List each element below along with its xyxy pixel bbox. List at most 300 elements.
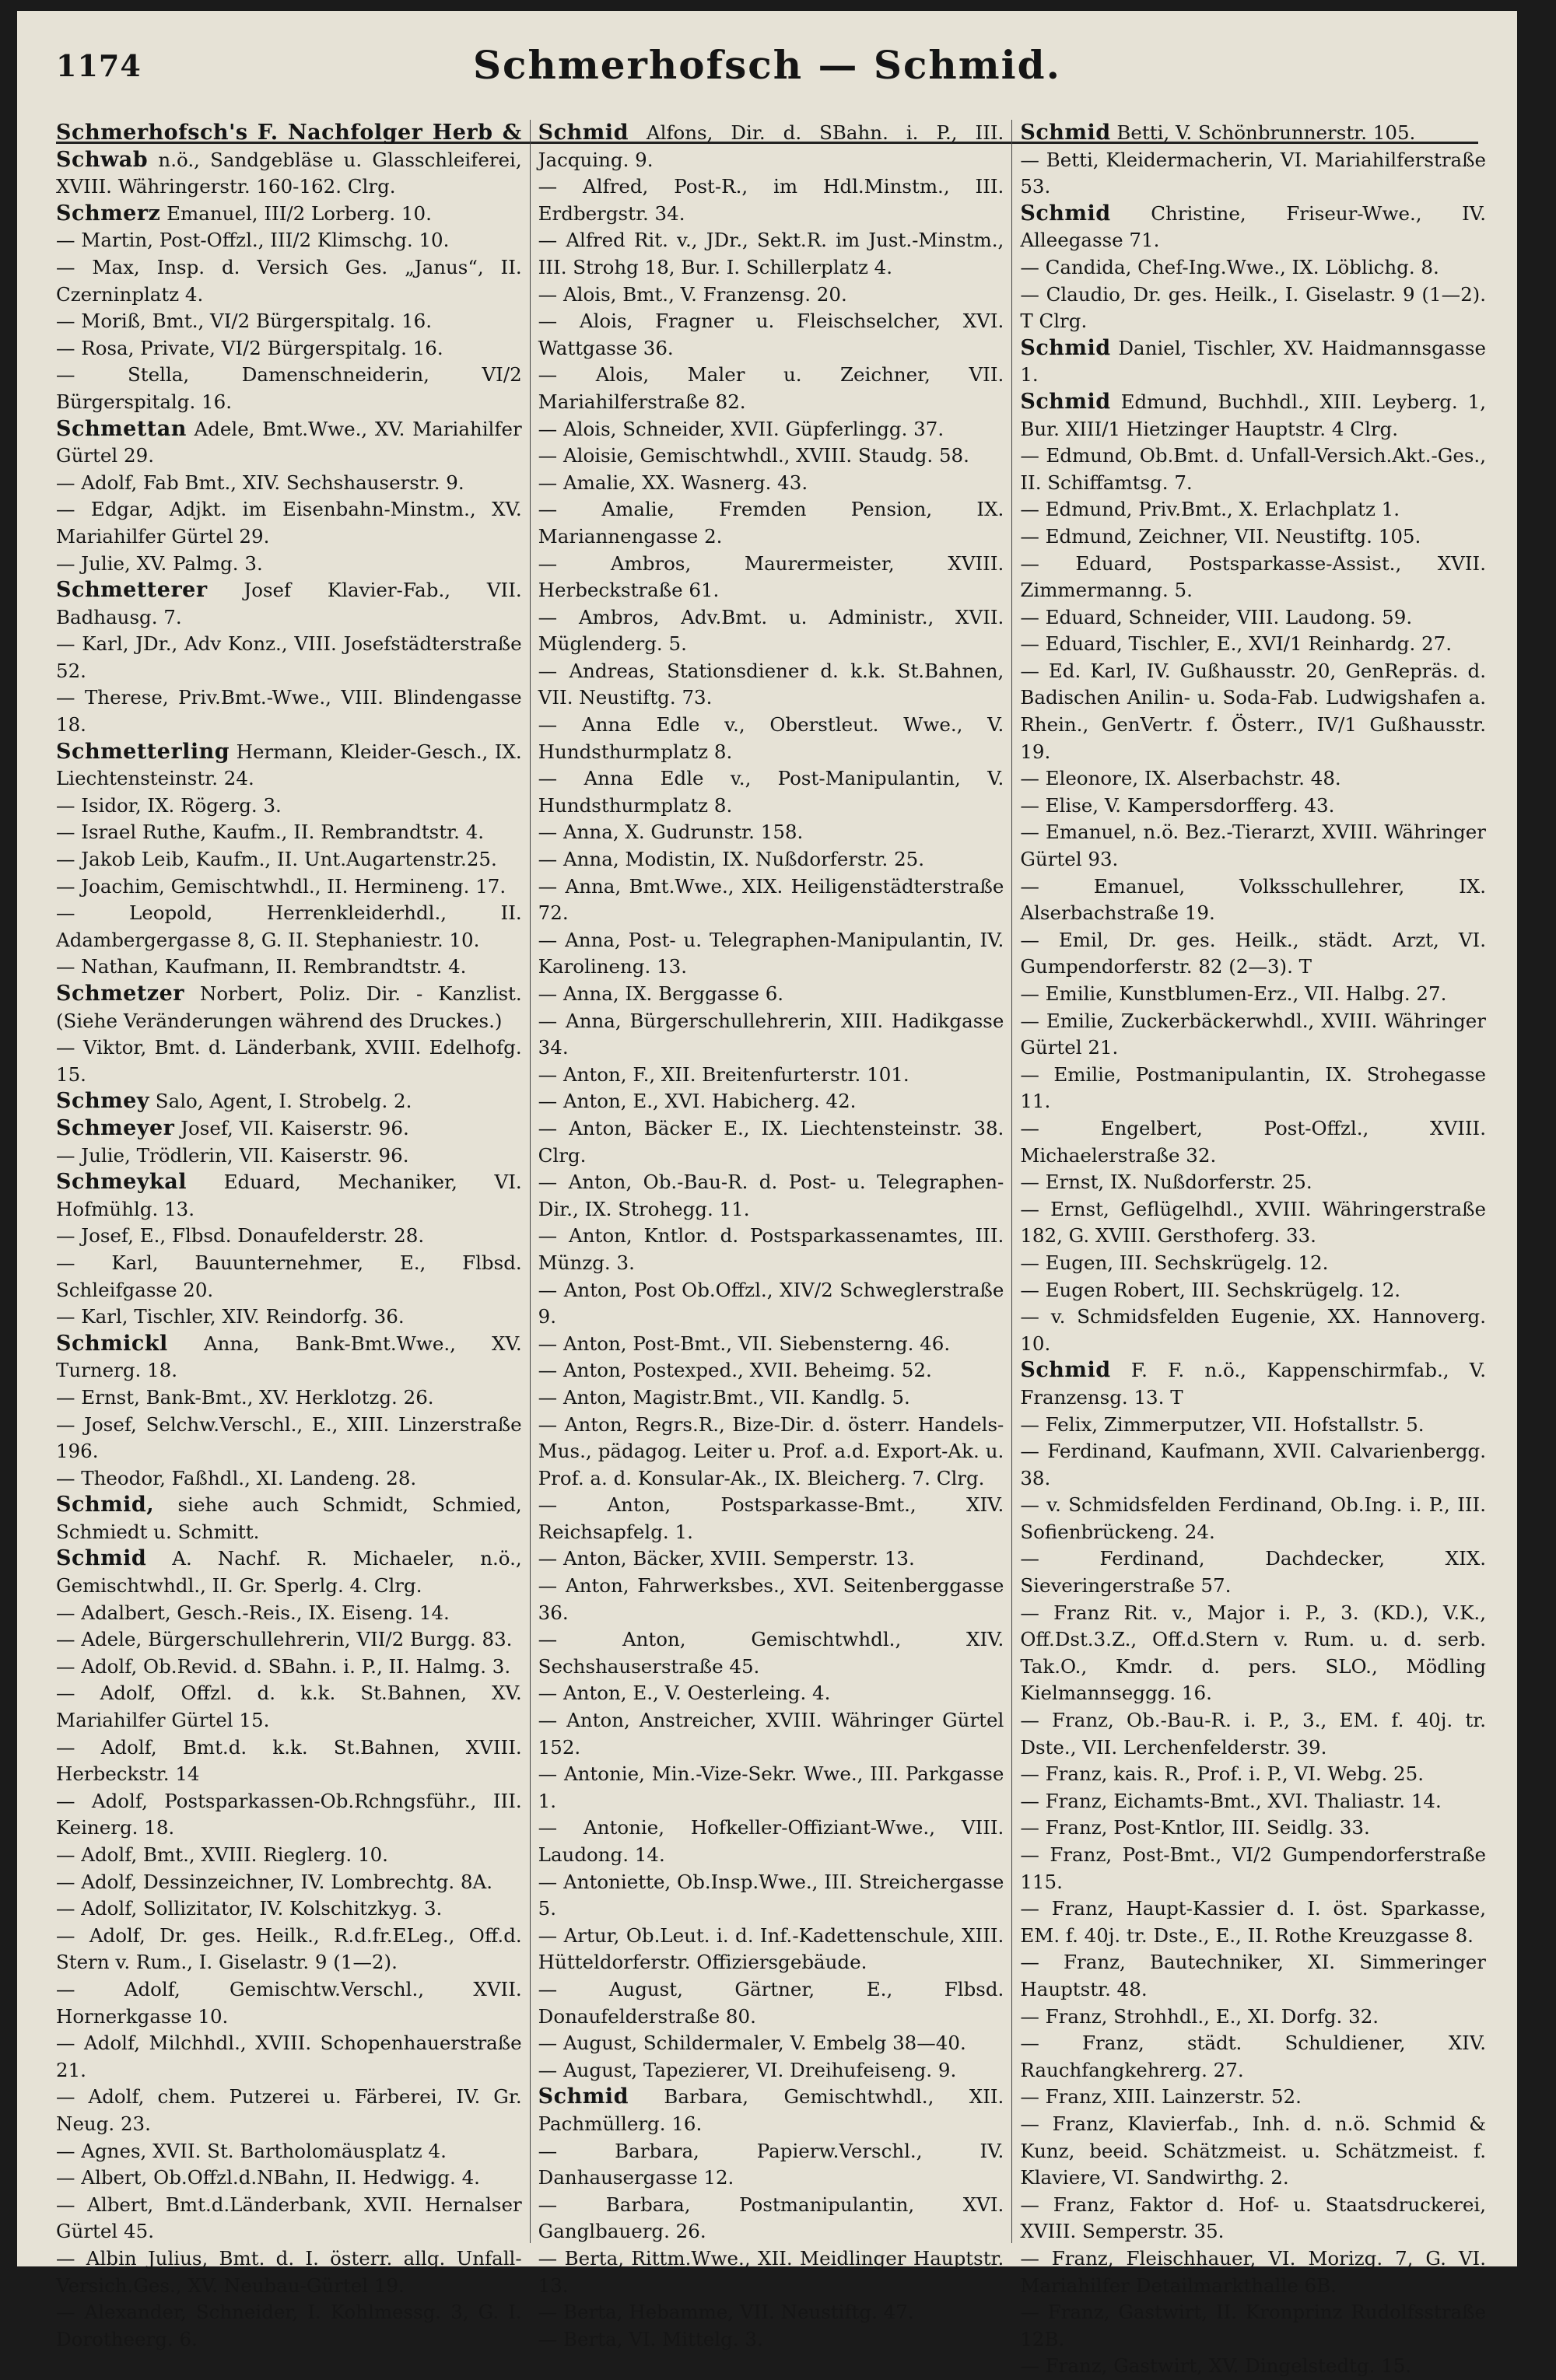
entry-details: — Ernst, IX. Nußdorferstr. 25.	[1020, 1171, 1312, 1194]
entry-details: — Anton, Bäcker E., IX. Liechtensteinstr. 38. Clrg.	[538, 1116, 1004, 1167]
directory-entry	[1020, 496, 1486, 523]
entry-details: — Albin Julius, Bmt. d. I. österr. allg. Unfall-Versich.Ges., XV. Neubau-Gürtel 19.	[56, 2246, 522, 2297]
entry-surname: Schmeyer	[56, 1115, 175, 1140]
entry-details: — Anna Edle v., Oberstleut. Wwe., V. Hundsthurmplatz 8.	[538, 713, 1004, 763]
entry-details: — Franz, Eichamts-Bmt., XVI. Thaliastr. 14.	[1020, 1789, 1442, 1812]
directory-entry	[56, 2299, 522, 2353]
entry-details: — Berta, VI. Mittelg. 3.	[538, 2327, 763, 2350]
entry-details: — Alfred, Post-R., im Hdl.Minstm., III. Erdbergstr. 34.	[538, 175, 1004, 225]
entry-details: — Adolf, Bmt., XVIII. Rieglerg. 10.	[56, 1843, 388, 1866]
entry-details: — Eduard, Tischler, E., XVI/1 Reinhardg. 27.	[1020, 632, 1452, 656]
entry-details: — Israel Ruthe, Kaufm., II. Rembrandtstr. 4.	[56, 821, 485, 844]
column-1	[56, 120, 530, 2350]
directory-entry	[56, 1115, 522, 1143]
entry-details: — Therese, Priv.Bmt.-Wwe., VIII. Blindengasse 18.	[56, 686, 522, 737]
directory-entry	[56, 308, 522, 335]
entry-details: — Edmund, Zeichner, VII. Neustiftg. 105.	[1020, 524, 1421, 548]
directory-entry	[538, 551, 1004, 604]
directory-entry	[1020, 793, 1486, 820]
entry-details: — Martin, Post-Offzl., III/2 Klimschg. 10.	[56, 229, 450, 252]
directory-entry	[538, 927, 1004, 981]
entry-details: — Anna, Bürgerschullehrerin, XIII. Hadikgasse 34.	[538, 1009, 1004, 1059]
entry-details: — Franz, Klavierfab., Inh. d. n.ö. Schmid & Kunz, beeid. Schätzmeist. u. Schätzmeist. f. Klaviere, VI. Sandwirthg. 2.	[1020, 2112, 1487, 2189]
directory-entry	[56, 1545, 522, 1599]
page-header	[17, 42, 1517, 112]
directory-entry	[1020, 201, 1486, 254]
entry-details: — Antonie, Min.-Vize-Sekr. Wwe., III. Parkgasse 1.	[538, 1762, 1004, 1812]
directory-entry	[1020, 927, 1486, 981]
directory-entry	[538, 416, 1004, 443]
directory-entry	[538, 658, 1004, 712]
entry-details: — Edmund, Ob.Bmt. d. Unfall-Versich.Akt.-Ges., II. Schiffamtsg. 7.	[1020, 444, 1487, 494]
directory-entry	[56, 1250, 522, 1304]
entry-details: — Antonie, Hofkeller-Offiziant-Wwe., VIII. Laudong. 14.	[538, 1816, 1004, 1866]
entry-details: siehe auch Schmidt, Schmied, Schmiedt u. Schmitt.	[56, 1493, 522, 1543]
entry-surname: Schmetterling	[56, 739, 230, 764]
entry-surname: Schmid	[538, 2084, 629, 2109]
entry-details: — Berta, Hebamme, VII. Neustiftg. 47.	[538, 2301, 914, 2324]
column-2	[530, 120, 1012, 2350]
directory-entry	[538, 1626, 1004, 1680]
entry-details: — Ernst, Bank-Bmt., XV. Herklotzg. 26.	[56, 1385, 434, 1409]
entry-details: — Stella, Damenschneiderin, VI/2 Bürgerspitalg. 16.	[56, 363, 522, 413]
directory-entry	[1020, 2030, 1486, 2084]
entry-details: Norbert, Poliz. Dir. - Kanzlist. (Siehe Veränderungen während des Druckes.)	[56, 982, 522, 1032]
entry-details: — Anna, Modistin, IX. Nußdorferstr. 25.	[538, 848, 925, 871]
directory-entry	[538, 604, 1004, 658]
directory-entry	[1020, 1412, 1486, 1439]
directory-entry	[538, 1115, 1004, 1169]
entry-details: — Joachim, Gemischtwhdl., II. Hermineng. 17.	[56, 874, 506, 898]
directory-entry	[538, 1869, 1004, 1923]
entry-details: — Ambros, Adv.Bmt. u. Administr., XVII. Müglenderg. 5.	[538, 605, 1004, 656]
directory-entry	[538, 443, 1004, 470]
directory-entry	[56, 684, 522, 738]
directory-entry	[538, 470, 1004, 497]
directory-entry	[56, 1680, 522, 1734]
directory-entry	[56, 470, 522, 497]
directory-entry	[538, 2245, 1004, 2299]
directory-entry	[56, 335, 522, 362]
entry-details: — Ernst, Geflügelhdl., XVIII. Währingerstraße 182, G. XVIII. Gersthoferg. 33.	[1020, 1197, 1487, 1248]
entry-details: — Albert, Bmt.d.Länderbank, XVII. Hernalser Gürtel 45.	[56, 2193, 522, 2243]
directory-entry	[1020, 1196, 1486, 1250]
directory-entry	[538, 120, 1004, 173]
directory-entry	[1020, 981, 1486, 1008]
directory-entry	[56, 846, 522, 873]
entry-details: — Eduard, Postsparkasse-Assist., XVII. Zimmermanng. 5.	[1020, 551, 1487, 602]
entry-details: — Eduard, Schneider, VIII. Laudong. 59.	[1020, 605, 1413, 628]
directory-entry	[538, 1815, 1004, 1868]
directory-entry	[538, 846, 1004, 873]
directory-entry	[56, 227, 522, 254]
directory-entry	[56, 2084, 522, 2137]
directory-entry	[56, 1304, 522, 1331]
directory-entry	[1020, 1304, 1486, 1357]
directory-columns	[56, 120, 1494, 2378]
directory-entry	[1020, 1949, 1486, 2003]
directory-entry	[538, 282, 1004, 309]
entry-details: — Adolf, Bmt.d. k.k. St.Bahnen, XVIII. Herbeckstr. 14	[56, 1735, 522, 1786]
directory-entry	[56, 551, 522, 578]
entry-details: — Anton, Fahrwerksbes., XVI. Seitenberggasse 36.	[538, 1574, 1004, 1624]
entry-details: — Claudio, Dr. ges. Heilk., I. Giselastr. 9 (1—2). T Clrg.	[1020, 282, 1487, 333]
directory-entry	[56, 120, 522, 201]
entry-details: — Alois, Fragner u. Fleischselcher, XVI. Wattgasse 36.	[538, 310, 1004, 359]
entry-details: — Franz, Gastwirt, XV. Dingelstedtg. 15.	[1020, 2354, 1412, 2378]
entry-details: Alfons, Dir. d. SBahn. i. P., III. Jacquing. 9.	[538, 121, 1004, 171]
entry-details: — Anna, Post- u. Telegraphen-Manipulantin, IV. Karolineng. 13.	[538, 928, 1004, 978]
directory-entry	[1020, 1062, 1486, 1115]
entry-details: — Emil, Dr. ges. Heilk., städt. Arzt, VI. Gumpendorferstr. 82 (2—3). T	[1020, 928, 1487, 978]
directory-entry	[1020, 1357, 1486, 1411]
directory-entry	[56, 739, 522, 793]
directory-entry	[56, 1734, 522, 1788]
directory-entry	[1020, 2192, 1486, 2245]
entry-details: — Ferdinand, Dachdecker, XIX. Sieveringerstraße 57.	[1020, 1547, 1487, 1598]
entry-surname: Schmey	[56, 1089, 150, 1114]
entry-details: — Emilie, Postmanipulantin, IX. Strohegasse 11.	[1020, 1062, 1487, 1113]
entry-details: — Julie, XV. Palmg. 3.	[56, 551, 263, 575]
entry-details: — Anton, F., XII. Breitenfurterstr. 101.	[538, 1062, 909, 1086]
entry-details: — Franz, XIII. Lainzerstr. 52.	[1020, 2085, 1302, 2109]
directory-entry	[56, 1869, 522, 1896]
entry-details: — Eleonore, IX. Alserbachstr. 48.	[1020, 767, 1341, 790]
entry-details: — Franz, Bautechniker, XI. Simmeringer Hauptstr. 48.	[1020, 1951, 1487, 2000]
entry-details: — Adolf, Sollizitator, IV. Kolschitzkyg. 3.	[56, 1897, 443, 1920]
entry-details: — Adolf, Dessinzeichner, IV. Lombrechtg. 8A.	[56, 1870, 493, 1893]
directory-entry	[56, 900, 522, 954]
entry-details: — Rosa, Private, VI/2 Bürgerspitalg. 16.	[56, 336, 443, 359]
entry-details: — Anton, Kntlor. d. Postsparkassenamtes, III. Münzg. 3.	[538, 1224, 1004, 1274]
entry-details: — Aloisie, Gemischtwhdl., XVIII. Staudg. 58.	[538, 444, 969, 467]
directory-entry	[56, 1923, 522, 1976]
column-3	[1011, 120, 1494, 2378]
entry-details: — Barbara, Papierw.Verschl., IV. Danhausergasse 12.	[538, 2139, 1004, 2189]
entry-details: — Barbara, Postmanipulantin, XVI. Ganglbauerg. 26.	[538, 2193, 1004, 2243]
directory-entry	[538, 2326, 1004, 2354]
directory-entry	[56, 1034, 522, 1088]
entry-details: — August, Tapezierer, VI. Dreihufeiseng. 9.	[538, 2058, 957, 2081]
directory-entry	[56, 631, 522, 684]
entry-details: — Karl, JDr., Adv Konz., VIII. Josefstädterstraße 52.	[56, 632, 522, 682]
directory-entry	[1020, 2245, 1486, 2299]
entry-details: — Ambros, Maurermeister, XVIII. Herbeckstraße 61.	[538, 551, 1004, 602]
entry-details: — Ferdinand, Kaufmann, XVII. Calvarienbergg. 38.	[1020, 1440, 1487, 1489]
entry-details: — Adolf, Gemischtw.Verschl., XVII. Hornerkgasse 10.	[56, 1977, 522, 2028]
directory-entry	[56, 416, 522, 470]
entry-surname: Schmickl	[56, 1331, 168, 1356]
entry-surname: Schmid	[1020, 335, 1111, 360]
directory-entry	[1020, 1008, 1486, 1062]
directory-entry	[1020, 551, 1486, 604]
entry-details: — Adolf, Fab Bmt., XIV. Sechshauserstr. 9.	[56, 471, 464, 494]
entry-details: — Isidor, IX. Rögerg. 3.	[56, 793, 282, 817]
entry-details: Josef Klavier-Fab., VII. Badhausg. 7.	[56, 579, 522, 628]
entry-details: — Adolf, Ob.Revid. d. SBahn. i. P., II. Halmg. 3.	[56, 1654, 511, 1678]
directory-entry	[56, 1976, 522, 2030]
entry-surname: Schmid	[1020, 389, 1111, 414]
directory-entry	[56, 2245, 522, 2299]
directory-entry	[538, 227, 1004, 281]
directory-entry	[56, 2192, 522, 2245]
entry-details: — Candida, Chef-Ing.Wwe., IX. Löblichg. 8.	[1020, 255, 1439, 278]
directory-page	[17, 11, 1517, 2378]
directory-entry	[1020, 2353, 1486, 2380]
directory-entry	[56, 1788, 522, 1842]
entry-details: — Albert, Ob.Offzl.d.NBahn, II. Hedwigg. 4.	[56, 2166, 480, 2189]
entry-details: — Edgar, Adjkt. im Eisenbahn-Minstm., XV. Mariahilfer Gürtel 29.	[56, 498, 522, 548]
entry-surname: Schmid	[1020, 121, 1111, 145]
entry-details: — Adalbert, Gesch.-Reis., IX. Eiseng. 14.	[56, 1601, 450, 1624]
directory-entry	[538, 1923, 1004, 1976]
entry-details: — Adolf, chem. Putzerei u. Färberei, IV. Gr. Neug. 23.	[56, 2085, 522, 2135]
directory-entry	[56, 873, 522, 901]
entry-details: Edmund, Buchhdl., XIII. Leyberg. 1, Bur. XIII/1 Hietzinger Hauptstr. 4 Clrg.	[1020, 390, 1487, 440]
directory-entry	[56, 1465, 522, 1493]
directory-entry	[56, 201, 522, 228]
directory-entry	[1020, 147, 1486, 201]
directory-entry	[1020, 631, 1486, 658]
entry-details: Josef, VII. Kaiserstr. 96.	[174, 1116, 409, 1139]
directory-entry	[538, 1976, 1004, 2030]
directory-entry	[538, 1761, 1004, 1815]
directory-entry	[538, 873, 1004, 927]
entry-details: — Adolf, Dr. ges. Heilk., R.d.fr.ELeg., Off.d. Stern v. Rum., I. Giselastr. 9 (1—2).	[56, 1923, 522, 1974]
directory-entry	[538, 981, 1004, 1008]
directory-entry	[56, 1626, 522, 1654]
entry-details: Christine, Friseur-Wwe., IV. Alleegasse 71.	[1020, 201, 1487, 252]
entry-details: — Artur, Ob.Leut. i. d. Inf.-Kadettenschule, XIII. Hütteldorferstr. Offiziersgebäude.	[538, 1923, 1004, 1974]
directory-entry	[1020, 1600, 1486, 1707]
entry-details: Emanuel, III/2 Lorberg. 10.	[160, 201, 432, 225]
entry-details: — Franz, Post-Bmt., VI/2 Gumpendorferstraße 115.	[1020, 1843, 1487, 1893]
entry-details: — Anton, Postexped., XVII. Beheimg. 52.	[538, 1359, 932, 1382]
entry-details: — Anton, Gemischtwhdl., XIV. Sechshauserstraße 45.	[538, 1628, 1004, 1678]
directory-entry	[538, 1707, 1004, 1761]
entry-details: — Max, Insp. d. Versich Ges. „Janus“, II. Czerninplatz 4.	[56, 255, 522, 306]
entry-details: — Anton, Post-Bmt., VII. Siebensterng. 46.	[538, 1332, 951, 1355]
directory-entry	[56, 2165, 522, 2192]
entry-details: — Alois, Schneider, XVII. Güpferlingg. 37.	[538, 417, 944, 440]
directory-entry	[1020, 2084, 1486, 2111]
entry-surname: Schmetterer	[56, 578, 208, 603]
entry-details: — Josef, Selchw.Verschl., E., XIII. Linzerstraße 196.	[56, 1412, 522, 1463]
entry-details: — Nathan, Kaufmann, II. Rembrandtstr. 4.	[56, 955, 467, 978]
entry-details: — Engelbert, Post-Offzl., XVIII. Michaelerstraße 32.	[1020, 1116, 1487, 1167]
entry-details: — Agnes, XVII. St. Bartholomäusplatz 4.	[56, 2139, 447, 2162]
directory-entry	[538, 1169, 1004, 1223]
entry-details: — Amalie, Fremden Pension, IX. Mariannengasse 2.	[538, 498, 1004, 548]
entry-details: — Karl, Bauunternehmer, E., Flbsd. Schleifgasse 20.	[56, 1251, 522, 1301]
directory-entry	[1020, 819, 1486, 873]
directory-entry	[56, 793, 522, 820]
entry-details: — Anton, Bäcker, XVIII. Semperstr. 13.	[538, 1547, 915, 1570]
entry-details: — Anton, Ob.-Bau-R. d. Post- u. Telegraphen-Dir., IX. Strohegg. 11.	[538, 1171, 1004, 1220]
directory-entry	[56, 1600, 522, 1627]
directory-entry	[538, 2057, 1004, 2084]
entry-details: — Leopold, Herrenkleiderhdl., II. Adambergergasse 8, G. II. Stephaniestr. 10.	[56, 901, 522, 951]
entry-details: — Adolf, Postsparkassen-Ob.Rchngsführ., III. Keinerg. 18.	[56, 1789, 522, 1839]
entry-details: — Amalie, XX. Wasnerg. 43.	[538, 471, 808, 494]
entry-details: — Alois, Bmt., V. Franzensg. 20.	[538, 282, 847, 306]
directory-entry	[56, 1895, 522, 1923]
entry-details: — Alois, Maler u. Zeichner, VII. Mariahilferstraße 82.	[538, 363, 1004, 413]
entry-details: — Franz, Strohhdl., E., XI. Dorfg. 32.	[1020, 2004, 1379, 2028]
directory-entry	[538, 496, 1004, 550]
entry-surname: Schmetzer	[56, 982, 185, 1006]
entry-details: — Franz, Fleischhauer, VI. Morizg. 7, G. VI. Mariahilfer Detailmarkthalle 6B.	[1020, 2246, 1487, 2297]
entry-details: — Anton, Postsparkasse-Bmt., XIV. Reichsapfelg. 1.	[538, 1493, 1004, 1543]
directory-entry	[538, 1545, 1004, 1573]
entry-details: Anna, Bank-Bmt.Wwe., XV. Turnerg. 18.	[56, 1332, 522, 1382]
entry-details: — Anna, Bmt.Wwe., XIX. Heiligenstädterstraße 72.	[538, 874, 1004, 925]
directory-entry	[56, 954, 522, 981]
entry-surname: Schmid	[1020, 201, 1111, 226]
directory-entry	[56, 1492, 522, 1545]
entry-details: — Emilie, Zuckerbäckerwhdl., XVIII. Währinger Gürtel 21.	[1020, 1009, 1487, 1059]
entry-details: — Alfred Rit. v., JDr., Sekt.R. im Just.-Minstm., III. Strohg 18, Bur. I. Schillerplatz 4.	[538, 229, 1004, 278]
directory-entry	[538, 1384, 1004, 1412]
directory-entry	[56, 1412, 522, 1465]
entry-details: — Emanuel, n.ö. Bez.-Tierarzt, XVIII. Währinger Gürtel 93.	[1020, 821, 1487, 871]
directory-entry	[1020, 1250, 1486, 1277]
entry-details: — Eugen Robert, III. Sechskrügelg. 12.	[1020, 1278, 1401, 1301]
directory-entry	[56, 1384, 522, 1412]
directory-entry	[538, 765, 1004, 819]
entry-details: — Adele, Bürgerschullehrerin, VII/2 Burgg. 83.	[56, 1628, 513, 1651]
directory-entry	[1020, 1115, 1486, 1169]
entry-details: Daniel, Tischler, XV. Haidmannsgasse 1.	[1020, 336, 1487, 387]
directory-entry	[1020, 120, 1486, 147]
entry-details: — Theodor, Faßhdl., XI. Landeng. 28.	[56, 1466, 417, 1489]
entry-details: — Anton, Anstreicher, XVIII. Währinger Gürtel 152.	[538, 1709, 1004, 1759]
directory-entry	[56, 1331, 522, 1384]
entry-details: — Franz, städt. Schuldiener, XIV. Rauchfangkehrerg. 27.	[1020, 2032, 1487, 2081]
directory-entry	[56, 2138, 522, 2165]
directory-entry	[56, 1088, 522, 1115]
directory-entry	[1020, 1707, 1486, 1761]
running-title: Schmerhofsch — Schmid.	[472, 42, 1062, 88]
directory-entry	[1020, 443, 1486, 496]
directory-entry	[538, 819, 1004, 846]
directory-entry	[538, 2192, 1004, 2245]
directory-entry	[1020, 2004, 1486, 2031]
entry-details: — Edmund, Priv.Bmt., X. Erlachplatz 1.	[1020, 498, 1400, 521]
entry-details: — Anton, Magistr.Bmt., VII. Kandlg. 5.	[538, 1385, 910, 1409]
directory-entry	[538, 712, 1004, 765]
directory-entry	[538, 1088, 1004, 1115]
entry-details: — Karl, Tischler, XIV. Reindorfg. 36.	[56, 1305, 405, 1328]
entry-details: — Felix, Zimmerputzer, VII. Hofstallstr. 5.	[1020, 1412, 1425, 1436]
directory-entry	[56, 362, 522, 415]
entry-details: Barbara, Gemischtwhdl., XII. Pachmüllerg. 16.	[538, 2085, 1004, 2135]
directory-entry	[538, 1412, 1004, 1493]
directory-entry	[1020, 389, 1486, 443]
directory-entry	[538, 1573, 1004, 1626]
entry-details: — Antoniette, Ob.Insp.Wwe., III. Streichergasse 5.	[538, 1870, 1004, 1920]
entry-details: — Elise, V. Kampersdorfferg. 43.	[1020, 793, 1335, 817]
directory-entry	[56, 1169, 522, 1223]
directory-entry	[1020, 282, 1486, 335]
entry-details: — v. Schmidsfelden Eugenie, XX. Hannoverg. 10.	[1020, 1305, 1487, 1355]
entry-details: — Julie, Trödlerin, VII. Kaiserstr. 96.	[56, 1143, 409, 1167]
directory-entry	[56, 1143, 522, 1170]
directory-entry	[1020, 604, 1486, 632]
entry-surname: Schmid,	[56, 1493, 155, 1517]
entry-details: — Anton, Post Ob.Offzl., XIV/2 Schweglerstraße 9.	[538, 1278, 1004, 1328]
entry-details: — Emilie, Kunstblumen-Erz., VII. Halbg. 27.	[1020, 982, 1447, 1005]
directory-entry	[1020, 1761, 1486, 1788]
entry-details: F. F. n.ö., Kappenschirmfab., V. Franzensg. 13. T	[1020, 1359, 1487, 1409]
entry-details: — Anton, Regrs.R., Bize-Dir. d. österr. Handels-Mus., pädagog. Leiter u. Prof. a.d. Export-Ak. u. Prof. a. d. Konsular-Ak., IX. Bleicherg. 7. Clrg.	[538, 1412, 1004, 1489]
directory-entry	[538, 2138, 1004, 2192]
directory-entry	[1020, 523, 1486, 551]
entry-details: — August, Gärtner, E., Flbsd. Donaufelderstraße 80.	[538, 1977, 1004, 2028]
directory-entry	[1020, 2299, 1486, 2353]
entry-details: — v. Schmidsfelden Ferdinand, Ob.Ing. i. P., III. Sofienbrückeng. 24.	[1020, 1493, 1487, 1543]
directory-entry	[1020, 873, 1486, 927]
entry-details: — Franz, Post-Kntlor, III. Seidlg. 33.	[1020, 1816, 1370, 1839]
directory-entry	[538, 1331, 1004, 1358]
entry-details: — Adolf, Milchhdl., XVIII. Schopenhauerstraße 21.	[56, 2032, 522, 2081]
directory-entry	[538, 1357, 1004, 1384]
entry-details: Hermann, Kleider-Gesch., IX. Liechtensteinstr. 24.	[56, 740, 522, 790]
entry-surname: Schmeykal	[56, 1170, 187, 1195]
entry-details: Adele, Bmt.Wwe., XV. Mariahilfer Gürtel 29.	[56, 417, 522, 467]
directory-entry	[1020, 1169, 1486, 1196]
directory-entry	[56, 819, 522, 846]
entry-details: — Anna Edle v., Post-Manipulantin, V. Hundsthurmplatz 8.	[538, 767, 1004, 817]
directory-entry	[538, 308, 1004, 362]
entry-details: — Anna, IX. Berggasse 6.	[538, 982, 784, 1005]
entry-details: Eduard, Mechaniker, VI. Hofmühlg. 13.	[56, 1171, 522, 1220]
entry-details: — Anton, E., V. Oesterleing. 4.	[538, 1682, 831, 1705]
directory-entry	[1020, 1492, 1486, 1545]
directory-entry	[538, 173, 1004, 227]
directory-entry	[56, 577, 522, 631]
directory-entry	[1020, 1842, 1486, 1895]
entry-details: — Ed. Karl, IV. Gußhausstr. 20, GenRepräs. d. Badischen Anilin- u. Soda-Fab. Ludwigshafen a. Rhein., GenVertr. f. Österr., IV/1 Gußhausstr. 19.	[1020, 659, 1487, 763]
directory-entry	[538, 362, 1004, 415]
entry-details: — Moriß, Bmt., VI/2 Bürgerspitalg. 16.	[56, 310, 433, 333]
directory-entry	[538, 1277, 1004, 1331]
directory-entry	[1020, 1895, 1486, 1949]
entry-details: — Josef, E., Flbsd. Donaufelderstr. 28.	[56, 1224, 425, 1248]
entry-details: — Anna, X. Gudrunstr. 158.	[538, 821, 804, 844]
entry-details: — Franz, Haupt-Kassier d. I. öst. Sparkasse, EM. f. 40j. tr. Dste., E., II. Rothe Kreuzgasse 8.	[1020, 1897, 1487, 1947]
entry-details: — Jakob Leib, Kaufm., II. Unt.Augartenstr.25.	[56, 848, 497, 871]
directory-entry	[1020, 1815, 1486, 1842]
entry-details: — Andreas, Stationsdiener d. k.k. St.Bahnen, VII. Neustiftg. 73.	[538, 659, 1004, 709]
directory-entry	[1020, 658, 1486, 765]
entry-details: — Berta, Rittm.Wwe., XII. Meidlinger Hauptstr. 13.	[538, 2246, 1004, 2297]
directory-entry	[1020, 1277, 1486, 1304]
entry-details: — Franz, Gastwirt, II. Kronprinz Rudolfsstraße 12B.	[1020, 2301, 1487, 2350]
entry-details: — Adolf, Offzl. d. k.k. St.Bahnen, XV. Mariahilfer Gürtel 15.	[56, 1682, 522, 1732]
entry-details: — August, Schildermaler, V. Embelg 38—40.	[538, 2032, 966, 2055]
entry-details: — Franz, kais. R., Prof. i. P., VI. Webg. 25.	[1020, 1762, 1425, 1786]
directory-entry	[538, 1062, 1004, 1089]
directory-entry	[1020, 1788, 1486, 1815]
directory-entry	[56, 496, 522, 550]
directory-entry	[1020, 335, 1486, 389]
entry-details: — Betti, Kleidermacherin, VI. Mariahilferstraße 53.	[1020, 148, 1487, 198]
entry-details: — Franz Rit. v., Major i. P., 3. (KD.), V.K., Off.Dst.3.Z., Off.d.Stern v. Rum. u. d. serb. Tak.O., Kmdr. d. pers. SLO., Mödling Kielmannseggg. 16.	[1020, 1601, 1487, 1705]
entry-details: Salo, Agent, I. Strobelg. 2.	[149, 1090, 412, 1113]
directory-entry	[1020, 1438, 1486, 1492]
entry-details: — Eugen, III. Sechskrügelg. 12.	[1020, 1251, 1329, 1274]
